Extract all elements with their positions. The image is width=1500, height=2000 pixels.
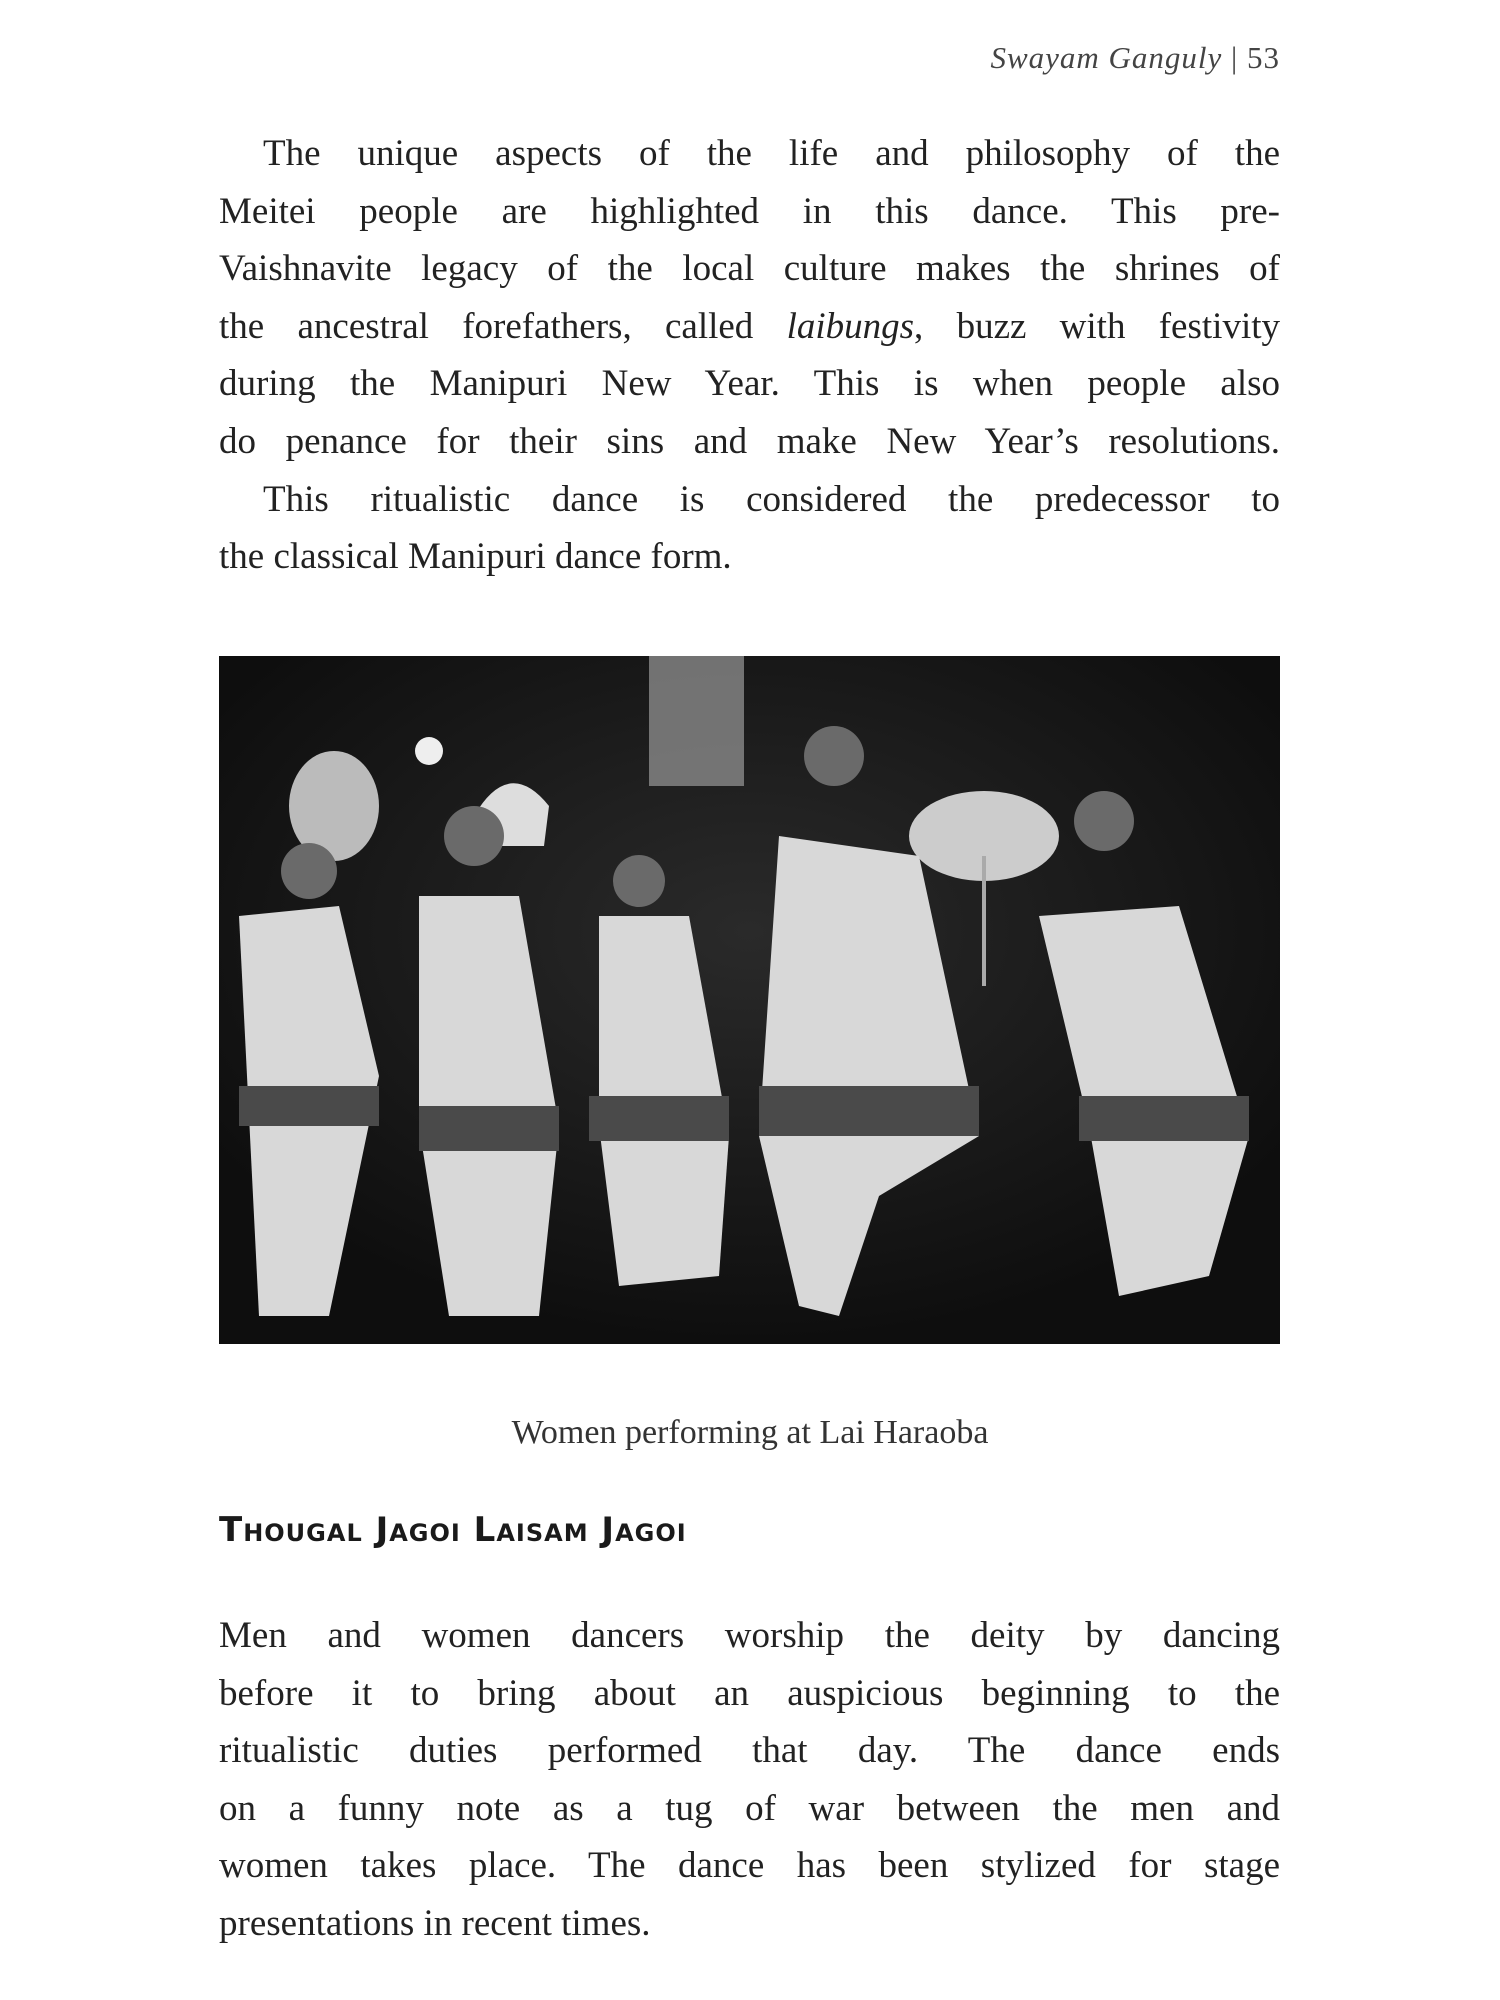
text-line: during the Manipuri New Year. This is when people also	[219, 363, 1280, 405]
text-line: Meitei people are highlighted in this dance. This pre-	[219, 190, 1280, 232]
figure-caption: Women performing at Lai Haraoba	[511, 1414, 989, 1451]
text-line: ritualistic duties performed that day. The dance ends	[219, 1730, 1280, 1772]
paragraph-thougal-jagoi	[219, 1607, 1280, 1953]
text-line-part: the ancestral forefathers, called	[219, 305, 787, 347]
author-name: Swayam Ganguly	[990, 40, 1223, 75]
text-line: on a funny note as a tug of war between the men and	[219, 1787, 1280, 1829]
text-line: presentations in recent times.	[219, 1902, 651, 1944]
dancers-image	[219, 656, 1280, 1344]
text-line: Men and women dancers worship the deity by dancing	[219, 1615, 1280, 1656]
text-line: do penance for their sins and make New Year’s resolutions.	[219, 420, 1280, 462]
header-separator: |	[1231, 40, 1239, 75]
text-line: the classical Manipuri dance form.	[219, 536, 732, 578]
page-number: 53	[1247, 40, 1280, 75]
text-line: Vaishnavite legacy of the local culture makes the shrines of	[219, 248, 1280, 290]
section-heading: Thougal Jagoi Laisam Jagoi	[219, 1510, 687, 1550]
text-line: This ritualistic dance is considered the predecessor to	[263, 478, 1280, 520]
text-line: The unique aspects of the life and philosophy of the	[263, 133, 1280, 174]
running-header	[990, 40, 1280, 76]
text-line: before it to bring about an auspicious beginning to the	[219, 1672, 1280, 1714]
paragraph-laibung	[219, 125, 1280, 586]
text-line-part: , buzz with festivity	[914, 305, 1281, 347]
dance-photograph	[219, 656, 1280, 1344]
italic-term: laibungs	[786, 305, 915, 347]
text-line: women takes place. The dance has been stylized for stage	[219, 1845, 1280, 1887]
text-line	[219, 298, 1280, 356]
